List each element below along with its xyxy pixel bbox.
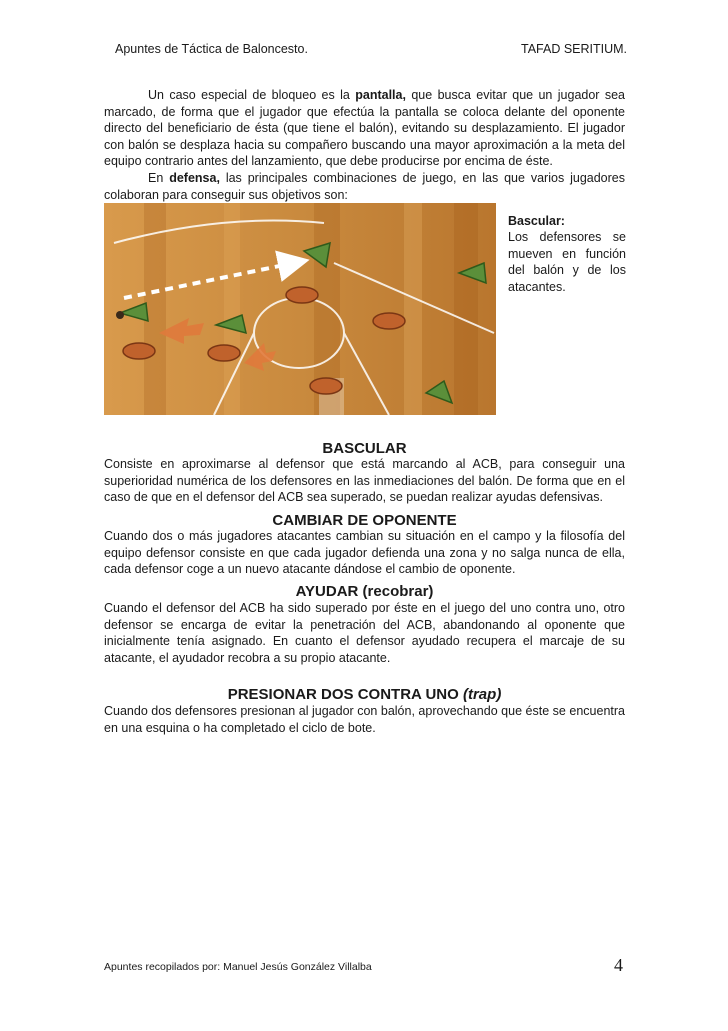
side-note-title: Bascular: — [508, 214, 565, 228]
section-title-presionar-main: PRESIONAR DOS CONTRA UNO — [227, 686, 463, 703]
section-title-cambiar-oponente: CAMBIAR DE OPONENTE — [272, 512, 457, 529]
bascular-diagram-image — [104, 203, 496, 415]
section-title-bascular: BASCULAR — [322, 440, 407, 457]
footer-author: Apuntes recopilados por: Manuel Jesús González Villalba — [104, 961, 372, 973]
section-title-presionar-trap: (trap) — [462, 686, 502, 703]
intro-p1-after: que busca evitar que un jugador sea marcado, de forma que el jugador que efectúa la pantalla se coloca delante del oponente directo del beneficiario de ésta (que tiene el balón), evitando su desplazamiento. El jugador con balón se desplaza hacia su compañero buscando una mayor aproximación a la meta del equipo contrario antes del lanzamiento, que debe producirse por encima de éste. — [104, 88, 625, 169]
intro-paragraph-pantalla — [104, 87, 625, 170]
intro-paragraph-defensa — [104, 170, 625, 203]
side-note-text: Los defensores se mueven en función del balón y de los atacantes. — [508, 230, 626, 294]
intro-p2-bold: defensa, — [169, 171, 220, 185]
side-note-bascular — [508, 213, 626, 295]
section-text-cambiar-oponente: Cuando dos o más jugadores atacantes cambian su situación en el campo y la filosofía del equipo defensor consiste en que cada jugador defienda una zona y no salga nunca de ella, cada defensor coge a un nuevo atacante dándose el cambio de oponente. — [104, 529, 625, 577]
section-text-ayudar: Cuando el defensor del ACB ha sido superado por éste en el juego del uno contra uno, otro defensor se encarga de evitar la penetración del ACB, abandonando al oponente que inicialmente tenía asignado. En cuanto el defensor ayudado recupera el marcaje de su atacante, el ayudador recobra a su propio atacante. — [104, 601, 625, 665]
intro-p2-after: las principales combinaciones de juego, en las que varios jugadores colaboran para conseguir sus objetivos son: — [104, 171, 625, 202]
section-text-bascular: Consiste en aproximarse al defensor que está marcando al ACB, para conseguir una superioridad numérica de los defensores en las inmediaciones del balón. De forma que en el caso de que en el defensor del ACB sea superado, se puedan realizar ayudas defensivas. — [104, 457, 625, 505]
header-title: Apuntes de Táctica de Baloncesto. — [115, 42, 308, 56]
section-text-presionar: Cuando dos defensores presionan al jugador con balón, aprovechando que éste se encuentra en una esquina o ha completado el ciclo de bote. — [104, 704, 625, 735]
header-institution: TAFAD SERITIUM. — [521, 42, 628, 56]
intro-p2-before: En — [148, 171, 170, 185]
intro-p1-before: Un caso especial de bloqueo es la — [148, 88, 356, 102]
ball — [116, 311, 124, 319]
intro-p1-bold: pantalla, — [355, 88, 406, 102]
section-title-ayudar: AYUDAR (recobrar) — [295, 583, 434, 600]
section-title-presionar — [104, 686, 625, 703]
page-number: 4 — [614, 955, 623, 975]
